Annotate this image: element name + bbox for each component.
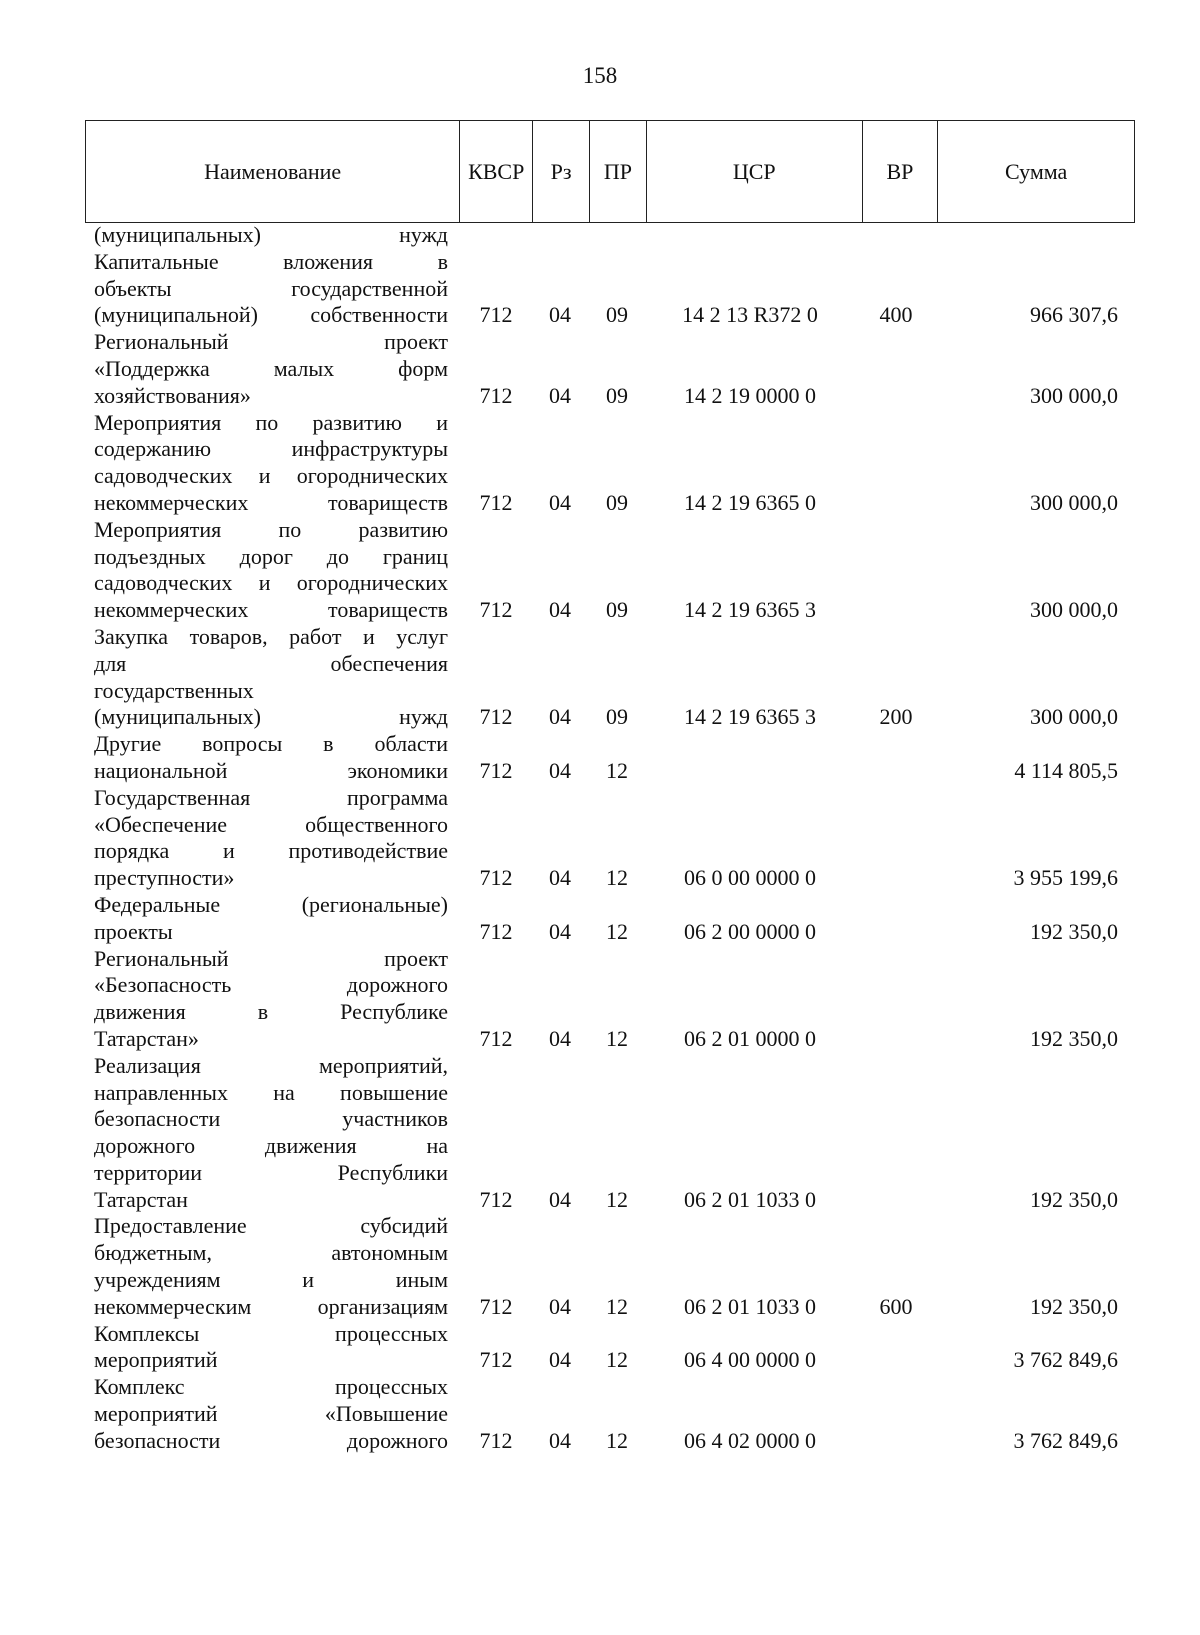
row-name xyxy=(0,329,448,409)
row-kvsr: 712 xyxy=(479,1186,513,1212)
row-name-line: безопасности дорожного xyxy=(94,1427,448,1453)
row-pr: 09 xyxy=(606,302,628,328)
row-name-line: Комплекс процессных xyxy=(94,1374,448,1400)
table-row xyxy=(0,222,1200,249)
row-name-line: безопасности участников xyxy=(94,1106,448,1132)
row-csr: 06 2 00 0000 0 xyxy=(684,918,816,944)
row-kvsr: 712 xyxy=(479,865,513,891)
row-pr: 12 xyxy=(606,918,628,944)
header-kvsr: КВСР xyxy=(460,121,533,222)
row-sum: 3 955 199,6 xyxy=(1013,865,1118,891)
row-name xyxy=(0,222,448,249)
table-header xyxy=(85,120,1135,223)
table-row xyxy=(0,517,1200,624)
row-pr: 12 xyxy=(606,865,628,891)
header-csr: ЦСР xyxy=(647,121,863,222)
row-rz: 04 xyxy=(549,704,571,730)
row-kvsr: 712 xyxy=(479,382,513,408)
row-name-line: Федеральные (региональные) xyxy=(94,891,448,917)
row-csr: 14 2 13 R372 0 xyxy=(682,302,818,328)
row-sum: 300 000,0 xyxy=(1030,489,1118,515)
row-kvsr: 712 xyxy=(479,1347,513,1373)
row-name-line: (муниципальных) нужд xyxy=(94,704,448,730)
row-vr: 600 xyxy=(879,1293,913,1319)
row-name-line: Другие вопросы в области xyxy=(94,731,448,757)
row-name-line: дорожного движения на xyxy=(94,1133,448,1159)
row-name-line: Татарстан xyxy=(94,1186,188,1212)
row-sum: 966 307,6 xyxy=(1030,302,1118,328)
row-name-line: территории Республики xyxy=(94,1159,448,1185)
table-body xyxy=(0,222,1200,1455)
row-sum: 192 350,0 xyxy=(1030,918,1118,944)
table-row xyxy=(0,329,1200,409)
table-row xyxy=(0,249,1200,329)
row-kvsr: 712 xyxy=(479,1293,513,1319)
row-vr: 400 xyxy=(879,302,913,328)
row-name-line: для обеспечения xyxy=(94,650,448,676)
row-name xyxy=(0,731,448,785)
row-name-line: садоводческих и огороднических xyxy=(94,570,448,596)
row-name xyxy=(0,410,448,517)
row-csr: 06 2 01 1033 0 xyxy=(684,1293,816,1319)
row-kvsr: 712 xyxy=(479,302,513,328)
row-name-line: национальной экономики xyxy=(94,757,448,783)
row-pr: 12 xyxy=(606,757,628,783)
table-row xyxy=(0,1321,1200,1375)
row-sum: 300 000,0 xyxy=(1030,597,1118,623)
row-rz: 04 xyxy=(549,597,571,623)
table-row xyxy=(0,731,1200,785)
table-row xyxy=(0,1213,1200,1320)
row-pr: 12 xyxy=(606,1347,628,1373)
row-pr: 09 xyxy=(606,704,628,730)
row-kvsr: 712 xyxy=(479,489,513,515)
row-rz: 04 xyxy=(549,302,571,328)
row-name-line: учреждениям и иным xyxy=(94,1267,448,1293)
row-rz: 04 xyxy=(549,865,571,891)
row-csr: 06 2 01 0000 0 xyxy=(684,1025,816,1051)
row-name-line: Татарстан» xyxy=(94,1025,199,1051)
row-name-line: направленных на повышение xyxy=(94,1079,448,1105)
row-sum: 4 114 805,5 xyxy=(1014,757,1118,783)
row-pr: 09 xyxy=(606,597,628,623)
row-rz: 04 xyxy=(549,1293,571,1319)
row-csr: 14 2 19 6365 3 xyxy=(684,704,816,730)
row-pr: 12 xyxy=(606,1293,628,1319)
row-csr: 14 2 19 6365 3 xyxy=(684,597,816,623)
row-rz: 04 xyxy=(549,489,571,515)
row-name-line: объекты государственной xyxy=(94,275,448,301)
row-name-line: Реализация мероприятий, xyxy=(94,1052,448,1078)
row-name-line: «Обеспечение общественного xyxy=(94,811,448,837)
header-name: Наименование xyxy=(86,121,460,222)
row-vr: 200 xyxy=(879,704,913,730)
row-csr: 06 2 01 1033 0 xyxy=(684,1186,816,1212)
row-rz: 04 xyxy=(549,382,571,408)
row-name xyxy=(0,624,448,731)
row-pr: 09 xyxy=(606,382,628,408)
row-csr: 06 4 02 0000 0 xyxy=(684,1427,816,1453)
row-name-line: садоводческих и огороднических xyxy=(94,463,448,489)
table-row xyxy=(0,946,1200,1053)
row-name-line: государственных xyxy=(94,677,254,703)
row-name-line: мероприятий «Повышение xyxy=(94,1401,448,1427)
row-rz: 04 xyxy=(549,918,571,944)
row-name-line: Региональный проект xyxy=(94,945,448,971)
table-row xyxy=(0,1053,1200,1214)
row-name xyxy=(0,1213,448,1320)
row-name-line: некоммерческих товариществ xyxy=(94,597,448,623)
row-pr: 09 xyxy=(606,489,628,515)
row-name-line: преступности» xyxy=(94,865,235,891)
table-row xyxy=(0,892,1200,946)
row-name-line: Государственная программа xyxy=(94,784,448,810)
row-pr: 12 xyxy=(606,1427,628,1453)
row-name xyxy=(0,1053,448,1214)
row-rz: 04 xyxy=(549,1025,571,1051)
row-sum: 3 762 849,6 xyxy=(1013,1427,1118,1453)
row-name xyxy=(0,892,448,946)
row-name xyxy=(0,249,448,329)
row-csr: 14 2 19 6365 0 xyxy=(684,489,816,515)
row-kvsr: 712 xyxy=(479,918,513,944)
row-kvsr: 712 xyxy=(479,597,513,623)
row-rz: 04 xyxy=(549,1186,571,1212)
row-kvsr: 712 xyxy=(479,1427,513,1453)
row-sum: 192 350,0 xyxy=(1030,1293,1118,1319)
row-name-line: проекты xyxy=(94,918,173,944)
row-csr: 06 0 00 0000 0 xyxy=(684,865,816,891)
row-name-line: Мероприятия по развитию xyxy=(94,516,448,542)
row-sum: 3 762 849,6 xyxy=(1013,1347,1118,1373)
row-name-line: Комплексы процессных xyxy=(94,1320,448,1346)
row-name-line: подъездных дорог до границ xyxy=(94,543,448,569)
row-name-line: некоммерческим организациям xyxy=(94,1293,448,1319)
row-name xyxy=(0,517,448,624)
row-name-line: мероприятий xyxy=(94,1347,218,1373)
row-csr: 14 2 19 0000 0 xyxy=(684,382,816,408)
header-pr: ПР xyxy=(590,121,647,222)
row-rz: 04 xyxy=(549,1347,571,1373)
table-row xyxy=(0,1374,1200,1454)
row-name-line: хозяйствования» xyxy=(94,382,251,408)
row-name-line: Капитальные вложения в xyxy=(94,248,448,274)
row-name-line: некоммерческих товариществ xyxy=(94,489,448,515)
row-name xyxy=(0,946,448,1053)
row-sum: 192 350,0 xyxy=(1030,1186,1118,1212)
row-pr: 12 xyxy=(606,1186,628,1212)
row-name-line: Предоставление субсидий xyxy=(94,1213,448,1239)
row-kvsr: 712 xyxy=(479,1025,513,1051)
row-rz: 04 xyxy=(549,757,571,783)
row-name xyxy=(0,785,448,892)
row-name-line: (муниципальной) собственности xyxy=(94,302,448,328)
table-row xyxy=(0,624,1200,731)
row-sum: 300 000,0 xyxy=(1030,704,1118,730)
row-sum: 300 000,0 xyxy=(1030,382,1118,408)
row-name-line: бюджетным, автономным xyxy=(94,1240,448,1266)
row-csr: 06 4 00 0000 0 xyxy=(684,1347,816,1373)
row-rz: 04 xyxy=(549,1427,571,1453)
row-name-line: Региональный проект xyxy=(94,329,448,355)
row-name-line: Закупка товаров, работ и услуг xyxy=(94,623,448,649)
row-name xyxy=(0,1321,448,1375)
header-sum: Сумма xyxy=(1005,158,1068,184)
row-kvsr: 712 xyxy=(479,757,513,783)
header-vr: ВР xyxy=(863,121,939,222)
row-name-line: «Поддержка малых форм xyxy=(94,355,448,381)
row-name-line: содержанию инфраструктуры xyxy=(94,436,448,462)
row-pr: 12 xyxy=(606,1025,628,1051)
row-name-line: движения в Республике xyxy=(94,999,448,1025)
row-kvsr: 712 xyxy=(479,704,513,730)
row-name-line: порядка и противодействие xyxy=(94,838,448,864)
table-row xyxy=(0,785,1200,892)
row-name-line: «Безопасность дорожного xyxy=(94,972,448,998)
page-number: 158 xyxy=(582,63,618,88)
row-sum: 192 350,0 xyxy=(1030,1025,1118,1051)
table-row xyxy=(0,410,1200,517)
row-name xyxy=(0,1374,448,1454)
row-name-line: (муниципальных) нужд xyxy=(94,222,448,247)
header-rz: Рз xyxy=(533,121,590,222)
row-name-line: Мероприятия по развитию и xyxy=(94,409,448,435)
